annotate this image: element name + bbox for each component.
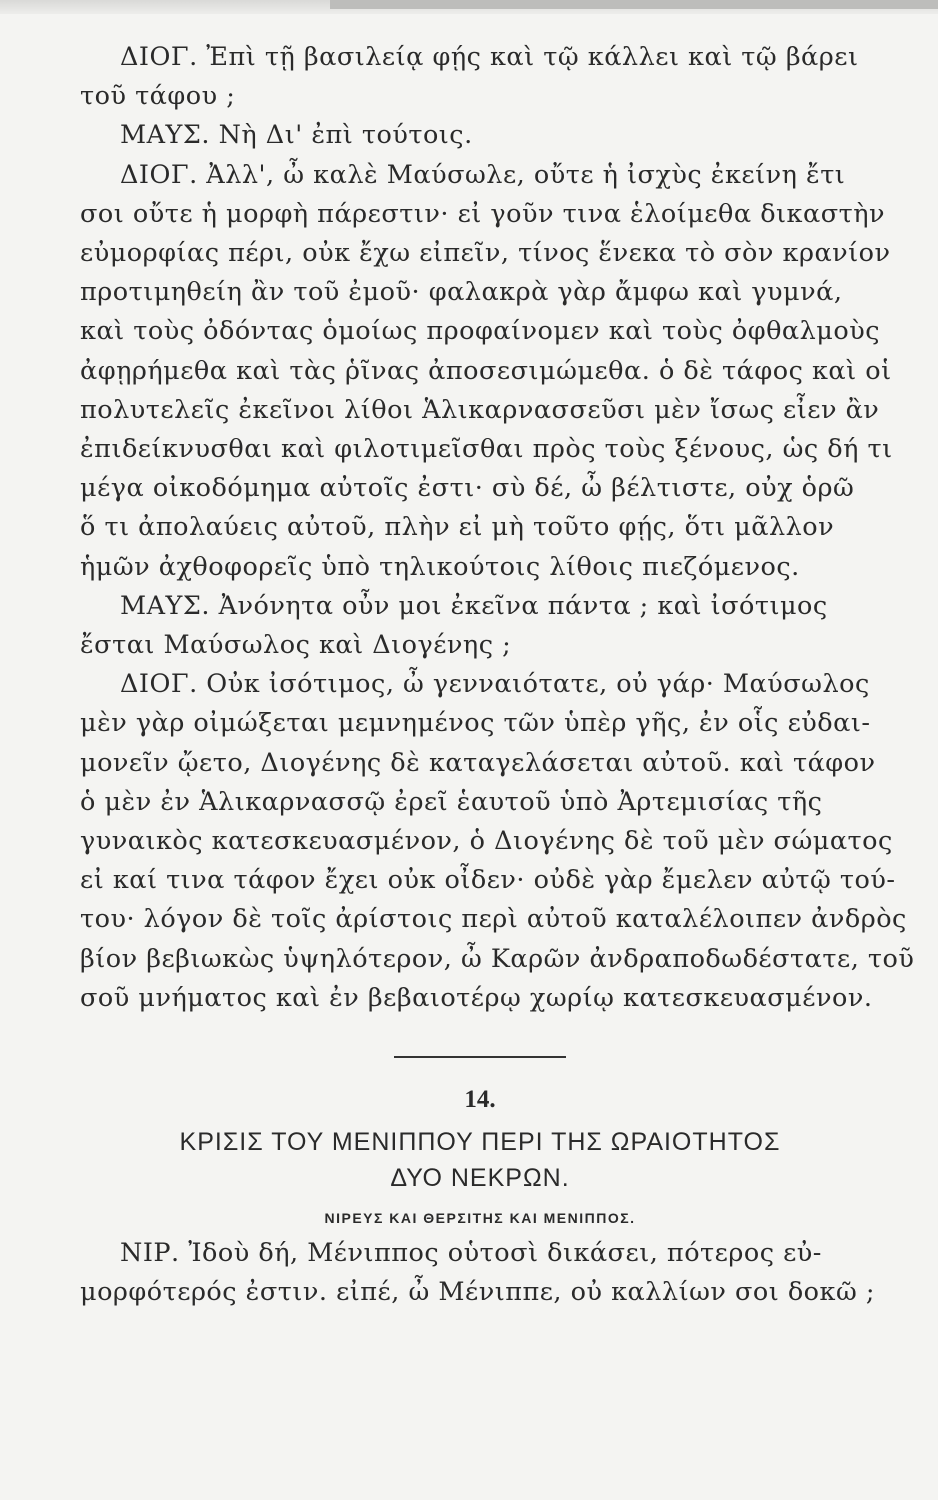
text-line: μορφότερός ἐστιν. εἰπέ, ὦ Μένιππε, οὐ καλλίων σοι δοκῶ ; [80,1277,875,1308]
text-line: ἀφῃρήμεθα καὶ τὰς ῥῖνας ἀποσεσιμώμεθα. ὁ δὲ τάφος καὶ οἱ [80,355,892,386]
text-line: ὁ μὲν ἐν Ἁλικαρνασσῷ ἐρεῖ ἑαυτοῦ ὑπὸ Ἀρτεμισίας τῆς [80,786,823,817]
text-line: ὅ τι ἀπολαύεις αὐτοῦ, πλὴν εἰ μὴ τοῦτο φῄς, ὅτι μᾶλλον [80,512,835,543]
text-line: γυναικὸς κατεσκευασμένον, ὁ Διογένης δὲ τοῦ μὲν σώματος [80,826,893,857]
text-line: ΜΑΥΣ. Ἀνόνητα οὖν μοι ἐκεῖνα πάντα ; καὶ ἰσότιμος [120,590,828,621]
text-line: καὶ τοὺς ὀδόντας ὁμοίως προφαίνομεν καὶ τοὺς ὀφθαλμοὺς [80,316,881,347]
text-line: ἔσται Μαύσωλος καὶ Διογένης ; [80,630,512,661]
dialogue-paragraph-3 [80,156,893,587]
text-line: μὲν γὰρ οἰμώξεται μεμνημένος τῶν ὑπὲρ γῆς, ἐν οἷς εὐδαι- [80,708,871,739]
dialogue-paragraph-4 [80,587,880,665]
text-line: ἡμῶν ἀχθοφορεῖς ὑπὸ τηλικούτοις λίθοις πιεζόμενος. [80,551,800,582]
section-title-line: ΚΡΙΣΙΣ ΤΟΥ ΜΕΝΙΠΠΟΥ ΠΕΡΙ ΤΗΣ ΩΡΑΙΟΤΗΤΟΣ [179,1128,781,1157]
text-line: ἐπιδείκνυσθαι καὶ φιλοτιμεῖσθαι πρὸς τοὺς ξένους, ὡς δή τι [80,434,893,465]
section-divider [394,1056,566,1058]
text-line: μονεῖν ᾤετο, Διογένης δὲ καταγελάσεται αὐτοῦ. καὶ τάφον [80,747,876,778]
text-line: σοι οὔτε ἡ μορφὴ πάρεστιν· εἰ γοῦν τινα ἑλοίμεθα δικαστὴν [80,198,885,229]
text-line: ΜΑΥΣ. Νὴ Δι' ἐπὶ τούτοις. [120,120,473,151]
text-line: εἰ καί τινα τάφον ἔχει οὐκ οἶδεν· οὐδὲ γὰρ ἔμελεν αὐτῷ τού- [80,865,896,896]
text-line: ΔΙΟΓ. Ἐπὶ τῇ βασιλείᾳ φῄς καὶ τῷ κάλλει καὶ τῷ βάρει [120,42,859,72]
section-title [80,1124,880,1196]
section-characters: ΝΙΡΕΥΣ ΚΑΙ ΘΕΡΣΙΤΗΣ ΚΑΙ ΜΕΝΙΠΠΟΣ. [324,1210,636,1227]
section-number: 14. [464,1086,496,1114]
text-line: σοῦ μνήματος καὶ ἐν βεβαιοτέρῳ χωρίῳ κατεσκευασμένον. [80,982,873,1013]
text-line: προτιμηθείη ἂν τοῦ ἐμοῦ· φαλακρὰ γὰρ ἄμφω καὶ γυμνά, [80,277,843,308]
text-line: πολυτελεῖς ἐκεῖνοι λίθοι Ἁλικαρνασσεῦσι μὲν ἴσως εἶεν ἂν [80,394,880,425]
dialogue-paragraph-5 [80,665,915,1018]
text-line: εὐμορφίας πέρι, οὐκ ἔχω εἰπεῖν, τίνος ἕνεκα τὸ σὸν κρανίον [80,238,891,269]
scan-top-shadow [330,0,938,9]
section-title-line: ΔΥΟ ΝΕΚΡΩΝ. [390,1164,570,1193]
text-line: του· λόγον δὲ τοῖς ἀρίστοις περὶ αὐτοῦ καταλέλοιπεν ἀνδρὸς [80,904,907,935]
text-line: τοῦ τάφου ; [80,81,236,112]
text-line: μέγα οἰκοδόμημα αὐτοῖς ἐστι· σὺ δέ, ὦ βέλτιστε, οὐχ ὁρῶ [80,473,855,504]
dialogue-paragraph-1 [80,38,880,116]
dialogue-paragraph-2 [80,116,880,155]
text-line: ΔΙΟΓ. Ἀλλ', ὦ καλὲ Μαύσωλε, οὔτε ἡ ἰσχὺς ἐκείνη ἔτι [120,159,846,190]
dialogue-paragraph-6 [80,1234,880,1312]
text-line: ΝΙΡ. Ἰδοὺ δή, Μένιππος οὑτοσὶ δικάσει, πότερος εὐ- [120,1238,822,1269]
text-line: ΔΙΟΓ. Οὐκ ἰσότιμος, ὦ γενναιότατε, οὐ γάρ· Μαύσωλος [120,669,870,700]
scan-top-edge [0,0,938,14]
text-line: βίον βεβιωκὼς ὑψηλότερον, ὦ Καρῶν ἀνδραποδωδέστατε, τοῦ [80,943,915,974]
book-page [80,38,915,1312]
